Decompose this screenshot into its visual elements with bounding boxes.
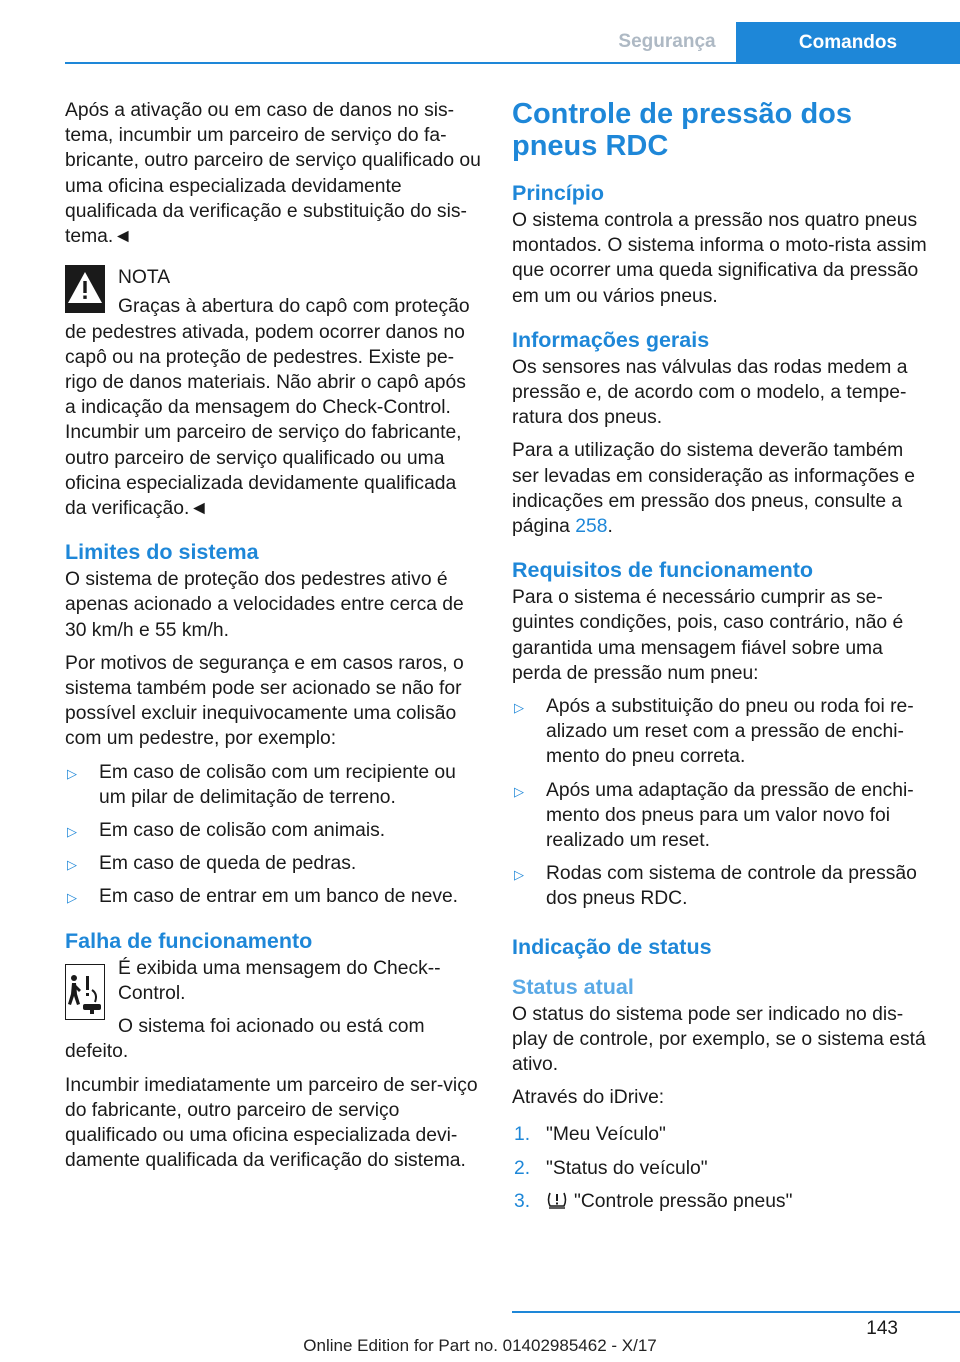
edition-footer: Online Edition for Part no. 01402985462 - X/17 <box>303 1336 657 1355</box>
list-item: ▷ Em caso de entrar em um banco de neve. <box>65 884 481 909</box>
requirements-heading: Requisitos de funcionamento <box>512 558 814 583</box>
principle-paragraph: O sistema controla a pressão nos quatro pneus montados. O sistema informa o moto-rista assim que ocorrer uma queda significativa da pressão em um ou vários pneus. <box>512 210 927 307</box>
step-number: 3. <box>514 1190 531 1212</box>
triangle-bullet-icon: ▷ <box>514 783 524 799</box>
page-number: 143 <box>866 1318 898 1339</box>
right-column <box>512 98 930 1222</box>
pedestrian-warning-icon <box>65 964 105 1020</box>
limits-paragraph-1: O sistema de proteção dos pedestres ativo é apenas acionado a velocidades entre cerca de 30 km/h e 55 km/h. <box>65 569 464 641</box>
steps-list <box>512 1122 930 1214</box>
general-paragraph-1: Os sensores nas válvulas das rodas medem a pressão e, de acordo com o modelo, a tempe-ratura dos pneus. <box>512 356 908 429</box>
failure-paragraph-3: Incumbir imediatamente um parceiro de ser-viço do fabricante, outro parceiro de serviço qualificado ou uma oficina especializada devi-damente qualificada da verificação do sistema. <box>65 1074 478 1172</box>
limits-list <box>65 760 481 910</box>
warning-triangle-icon <box>65 265 105 313</box>
list-item: ▷ Em caso de queda de pedras. <box>65 851 481 876</box>
triangle-bullet-icon: ▷ <box>514 867 524 883</box>
list-item: ▷ Após uma adaptação da pressão de enchi-mento dos pneus para um valor novo foi realizado um reset. <box>514 779 914 852</box>
failure-paragraph-2: O sistema foi acionado ou está com defeito. <box>65 1016 425 1063</box>
current-status-paragraph: O status do sistema pode ser indicado no dis-play de controle, por exemplo, se o sistema está ativo. <box>512 1003 926 1076</box>
triangle-bullet-icon: ▷ <box>67 890 77 906</box>
list-item: 1. "Meu Veículo" <box>512 1122 930 1147</box>
list-item: ▷ Após a substituição do pneu ou roda foi re-alizado um reset com a pressão de enchi-mento do pneu correta. <box>514 696 914 768</box>
status-heading: Indicação de status <box>512 934 712 959</box>
failure-heading: Falha de funcionamento <box>65 928 313 953</box>
tab-comandos[interactable]: Comandos <box>736 22 960 64</box>
page-link[interactable]: 258 <box>575 516 608 538</box>
step-number: 1. <box>514 1124 531 1146</box>
footer-rule <box>512 1311 960 1313</box>
step-number: 2. <box>514 1157 531 1179</box>
general-paragraph-2: Para a utilização do sistema deverão também ser levadas em consideração as informações e indicações em pressão dos pneus, consulte a página 258. <box>512 440 915 538</box>
list-item: 2. "Status do veículo" <box>512 1156 930 1181</box>
requirements-list <box>512 694 930 912</box>
note-block <box>65 265 481 521</box>
triangle-bullet-icon: ▷ <box>67 824 77 840</box>
note-label: NOTA <box>118 267 171 289</box>
list-item: 3. "Controle pressão pneus" <box>512 1189 930 1214</box>
intro-paragraph: Após a ativação ou em caso de danos no sis-tema, incumbir um parceiro de serviço do fa-bricante, outro parceiro de serviço qualificado ou uma oficina especializada devidamente qualificada da verificação e substituição do sis-tema.◄ <box>65 100 481 248</box>
tire-pressure-warning-icon <box>546 1190 568 1210</box>
triangle-bullet-icon: ▷ <box>67 857 77 873</box>
current-status-heading: Status atual <box>512 974 634 999</box>
tab-seguranca[interactable]: Segurança <box>618 31 716 52</box>
section-title: Controle de pressão dos pneus RDC <box>512 98 853 162</box>
note-text: Graças à abertura do capô com proteção de pedestres ativada, podem ocorrer danos no capô ou na proteção de pedestres. Existe pe-rigo de danos materiais. Não abrir o capô após a indicação da mensagem do Check-Control. Incumbir um parceiro de serviço do fabricante, outro parceiro de serviço qualificado ou uma oficina especializada devidamente qualificada da verificação.◄ <box>65 296 470 520</box>
triangle-bullet-icon: ▷ <box>514 700 524 716</box>
list-item: ▷ Em caso de colisão com um recipiente ou um pilar de delimitação de terreno. <box>67 761 456 808</box>
limits-paragraph-2: Por motivos de segurança e em casos raros, o sistema também pode ser acionado se não for possível excluir inequivocamente uma colisão com um pedestre, por exemplo: <box>65 652 464 750</box>
left-column <box>65 98 481 1181</box>
requirements-paragraph: Para o sistema é necessário cumprir as se-guintes condições, pois, caso contrário, não é garantida uma mensagem fiável sobre uma perda de pressão num pneu: <box>512 587 904 684</box>
general-heading: Informações gerais <box>512 327 710 352</box>
triangle-bullet-icon: ▷ <box>67 765 77 781</box>
principle-heading: Princípio <box>512 181 604 205</box>
failure-paragraph-1: É exibida uma mensagem do Check--Control. <box>118 957 441 1004</box>
list-item: ▷ Em caso de colisão com animais. <box>65 818 481 843</box>
limits-heading: Limites do sistema <box>65 540 259 565</box>
idrive-paragraph: Através do iDrive: <box>512 1087 665 1109</box>
list-item: ▷ Rodas com sistema de controle da pressão dos pneus RDC. <box>514 863 917 910</box>
